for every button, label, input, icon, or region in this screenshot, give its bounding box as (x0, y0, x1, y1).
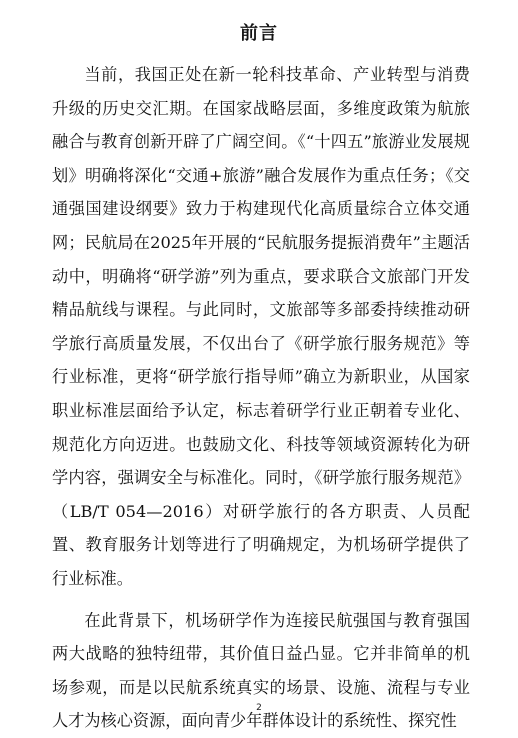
paragraph-1: 当前，我国正处在新一轮科技革命、产业转型与消费升级的历史交汇期。在国家战略层面，多维度政策为航旅融合与教育创新开辟了广阔空间。《“十四五”旅游业发展规划》明确将深化“交通+旅游”融合发展作为重点任务；《交通强国建设纲要》致力于构建现代化高质量综合立体交通网；民航局在2025年开展的“民航服务提振消费年”主题活动中，明确将“研学游”列为重点，要求联合文旅部门开发精品航线与课程。与此同时，文旅部等多部委持续推动研学旅行高质量发展，不仅出台了《研学旅行服务规范》等行业标准，更将“研学旅行指导师”确立为新职业，从国家职业标准层面给予认定，标志着研学行业正朝着专业化、规范化方向迈进。也鼓励文化、科技等领域资源转化为研学内容，强调安全与标准化。同时，《研学旅行服务规范》（LB/T 054—2016）对研学旅行的各方职责、人员配置、教育服务计划等进行了明确规定，为机场研学提供了行业标准。 (52, 65, 470, 588)
page-number: 2 (256, 703, 262, 713)
page-title: 前言 (240, 23, 278, 44)
paragraph-2: 在此背景下，机场研学作为连接民航强国与教育强国两大战略的独特纽带，其价值日益凸显。它并非简单的机场参观，而是以民航系统真实的场景、设施、流程与专业人才为核心资源，面向青少年群体设计的系统性、探究性 (52, 610, 470, 731)
body-text (52, 58, 470, 738)
